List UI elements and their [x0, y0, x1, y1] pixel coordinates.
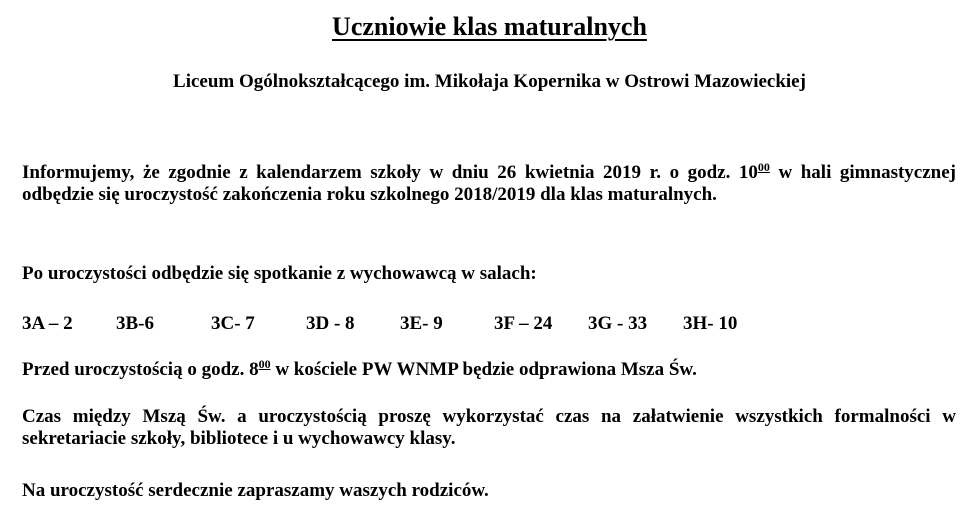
- room-item-3b: 3B-6: [116, 313, 154, 334]
- room-item-3a: 3A – 2: [22, 313, 73, 334]
- announcement-paragraph: [22, 162, 956, 206]
- room-list: [22, 313, 956, 335]
- room-item-3e: 3E- 9: [400, 313, 443, 334]
- room-item-3c: 3C- 7: [211, 313, 255, 334]
- room-item-3h: 3H- 10: [683, 313, 738, 334]
- room-item-3g: 3G - 33: [588, 313, 648, 334]
- mass-text-end: w kościele PW WNMP będzie odprawiona Msza Św.: [270, 359, 697, 380]
- announcement-text-start: Informujemy, że zgodnie z kalendarzem szkoły w dniu 26 kwietnia 2019 r. o godz. 10: [22, 162, 758, 183]
- room-item-3f: 3F – 24: [494, 313, 553, 334]
- meeting-paragraph: Po uroczystości odbędzie się spotkanie z wychowawcą w salach:: [22, 263, 537, 284]
- mass-time-superscript: 00: [258, 357, 271, 371]
- mass-text-start: Przed uroczystością o godz. 8: [22, 359, 259, 380]
- mass-paragraph: [22, 359, 956, 381]
- room-item-3d: 3D - 8: [306, 313, 355, 334]
- time-minutes-superscript: 00: [757, 160, 770, 174]
- formalities-paragraph: Czas między Mszą Św. a uroczystością proszę wykorzystać czas na załatwienie wszystkich formalności w sekretariacie szkoły, bibliotece i u wychowawcy klasy.: [22, 406, 956, 449]
- announcement-text-end: w hali gimnastycznej odbędzie się uroczystość zakończenia roku szkolnego 2018/2019 dla klas maturalnych.: [22, 162, 956, 205]
- page-title: Uczniowie klas maturalnych: [332, 12, 647, 41]
- invitation-paragraph: Na uroczystość serdecznie zapraszamy waszych rodziców.: [22, 480, 489, 501]
- school-name: Liceum Ogólnokształcącego im. Mikołaja Kopernika w Ostrowi Mazowieckiej: [173, 71, 806, 92]
